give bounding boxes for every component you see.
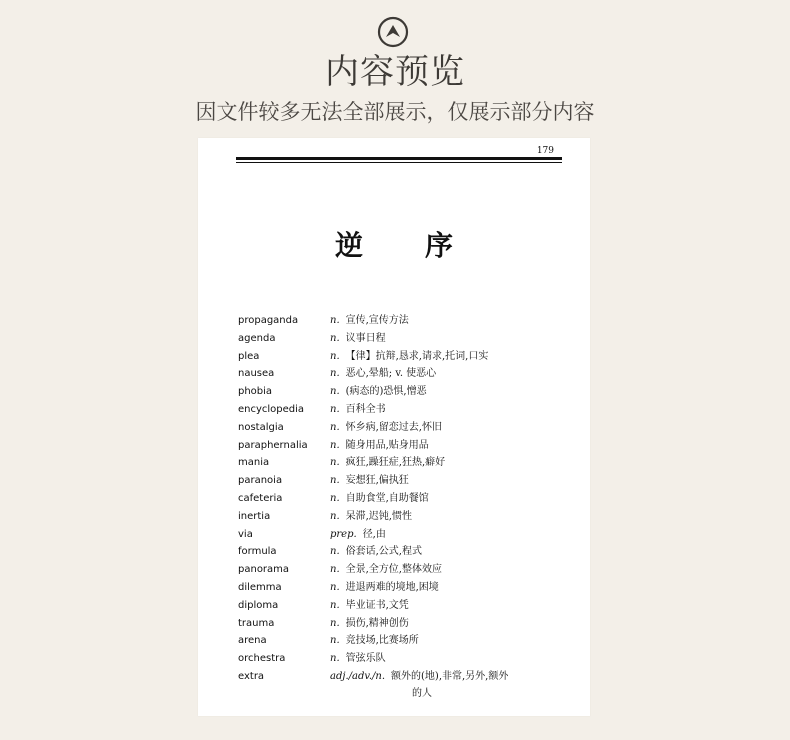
entry-word: dilemma	[238, 581, 282, 593]
list-item	[238, 632, 568, 650]
preview-header	[0, 0, 790, 140]
entry-word: diploma	[238, 599, 279, 611]
entry-part-of-speech: n.	[330, 546, 340, 558]
entry-definition	[330, 348, 488, 366]
header-rule-thin	[236, 162, 562, 163]
entry-meaning: 随身用品,贴身用品	[345, 439, 429, 451]
entry-meaning: 妄想狂,偏执狂	[345, 475, 409, 487]
entry-word: panorama	[238, 564, 290, 576]
entry-meaning: (病态的)恐惧,憎恶	[345, 386, 427, 398]
entry-meaning: 全景,全方位,整体效应	[345, 564, 442, 576]
entry-definition	[330, 365, 436, 383]
entry-part-of-speech: n.	[330, 492, 340, 504]
list-item	[238, 543, 568, 561]
list-item	[238, 330, 568, 348]
entry-definition	[330, 383, 427, 401]
entry-part-of-speech: adj./adv./n.	[330, 670, 386, 682]
entry-meaning: 进退两难的境地,困境	[345, 581, 439, 593]
entry-definition	[330, 615, 409, 633]
list-item	[238, 650, 568, 668]
entry-meaning: 损伤,精神创伤	[345, 617, 409, 629]
entry-part-of-speech: n.	[330, 439, 340, 451]
entry-part-of-speech: n.	[330, 581, 340, 593]
entry-meaning: 径,由	[362, 528, 386, 540]
page-number: 179	[536, 146, 554, 156]
list-item	[238, 312, 568, 330]
entry-meaning: 竞技场,比赛场所	[345, 635, 419, 647]
up-arrow-circle-icon[interactable]	[377, 16, 409, 48]
entry-part-of-speech: n.	[330, 315, 340, 326]
entry-part-of-speech: n.	[330, 457, 340, 469]
list-item	[238, 561, 568, 579]
entry-part-of-speech: n.	[330, 421, 340, 433]
entry-word: mania	[238, 457, 270, 469]
entry-definition	[330, 490, 429, 508]
entry-meaning: 额外的(地),非常,另外,额外	[391, 670, 509, 682]
entry-meaning: 怀乡病,留恋过去,怀旧	[345, 421, 442, 433]
entry-meaning-continuation: 的人	[412, 687, 432, 699]
entry-part-of-speech: n.	[330, 564, 340, 576]
entry-meaning: 管弦乐队	[345, 653, 386, 665]
entry-part-of-speech: n.	[330, 332, 340, 344]
entry-word: inertia	[238, 510, 271, 522]
entry-word: paraphernalia	[238, 439, 308, 451]
entry-part-of-speech: n.	[330, 653, 340, 665]
entry-definition	[330, 437, 429, 455]
entry-word: nausea	[238, 368, 275, 380]
entry-meaning: 俗套话,公式,程式	[345, 546, 422, 558]
entry-word: plea	[238, 350, 260, 362]
entry-word: paranoia	[238, 475, 283, 487]
entry-part-of-speech: n.	[330, 475, 340, 487]
entry-meaning: 自助食堂,自助餐馆	[345, 492, 429, 504]
list-item	[238, 419, 568, 437]
entry-meaning: 宣传,宣传方法	[345, 315, 409, 326]
vocabulary-list	[238, 312, 568, 699]
entry-part-of-speech: n.	[330, 510, 340, 522]
list-item	[238, 526, 568, 544]
entry-definition	[330, 508, 412, 526]
list-item	[238, 472, 568, 490]
list-item	[238, 490, 568, 508]
entry-word: encyclopedia	[238, 403, 305, 415]
entry-definition	[330, 472, 409, 490]
entry-definition	[330, 330, 386, 348]
list-item	[238, 615, 568, 633]
entry-meaning: 呆滞,迟钝,惯性	[345, 510, 412, 522]
list-item	[238, 579, 568, 597]
list-item	[238, 597, 568, 615]
page-title: 内容预览	[325, 52, 465, 92]
entry-word: formula	[238, 546, 277, 558]
entry-word: agenda	[238, 332, 276, 344]
entry-word: orchestra	[238, 653, 286, 665]
entry-word: trauma	[238, 617, 275, 629]
entry-part-of-speech: n.	[330, 617, 340, 629]
entry-definition	[330, 668, 508, 686]
entry-part-of-speech: n.	[330, 403, 340, 415]
list-item	[238, 401, 568, 419]
entry-part-of-speech: n.	[330, 635, 340, 647]
entry-part-of-speech: n.	[330, 599, 340, 611]
entry-word: arena	[238, 635, 267, 647]
entry-definition	[330, 543, 422, 561]
list-item	[238, 365, 568, 383]
header-rule-thick	[236, 157, 562, 160]
list-item	[238, 437, 568, 455]
entry-meaning: 恶心,晕船; v. 使恶心	[345, 368, 437, 380]
entry-part-of-speech: n.	[330, 350, 340, 362]
entry-meaning: 百科全书	[345, 403, 386, 415]
entry-definition	[330, 419, 442, 437]
entry-definition	[330, 650, 386, 668]
list-item	[238, 454, 568, 472]
entry-word: via	[238, 528, 253, 540]
list-item	[238, 668, 568, 699]
entry-word: extra	[238, 670, 265, 682]
entry-word: propaganda	[238, 315, 299, 326]
entry-meaning: 议事日程	[345, 332, 386, 344]
section-title: 逆序	[334, 229, 515, 262]
entry-part-of-speech: n.	[330, 368, 340, 380]
entry-meaning: 疯狂,躁狂症,狂热,癖好	[345, 457, 446, 469]
document-page-preview	[198, 138, 590, 716]
list-item	[238, 348, 568, 366]
entry-part-of-speech: n.	[330, 386, 340, 398]
entry-definition	[330, 561, 442, 579]
list-item	[238, 508, 568, 526]
entry-definition	[330, 579, 439, 597]
entry-word: cafeteria	[238, 492, 283, 504]
entry-definition	[330, 454, 445, 472]
entry-definition	[330, 526, 386, 544]
entry-part-of-speech: prep.	[330, 528, 357, 540]
entry-word: phobia	[238, 386, 273, 398]
entry-meaning: 【律】抗辩,恳求,请求,托词,口实	[345, 350, 489, 362]
entry-word: nostalgia	[238, 421, 284, 433]
entry-definition	[330, 401, 386, 419]
entry-meaning: 毕业证书,文凭	[345, 599, 409, 611]
list-item	[238, 383, 568, 401]
page-subtitle: 因文件较多无法全部展示，仅展示部分内容	[195, 100, 595, 124]
entry-definition	[330, 632, 419, 650]
entry-definition	[330, 312, 409, 330]
entry-definition	[330, 597, 409, 615]
